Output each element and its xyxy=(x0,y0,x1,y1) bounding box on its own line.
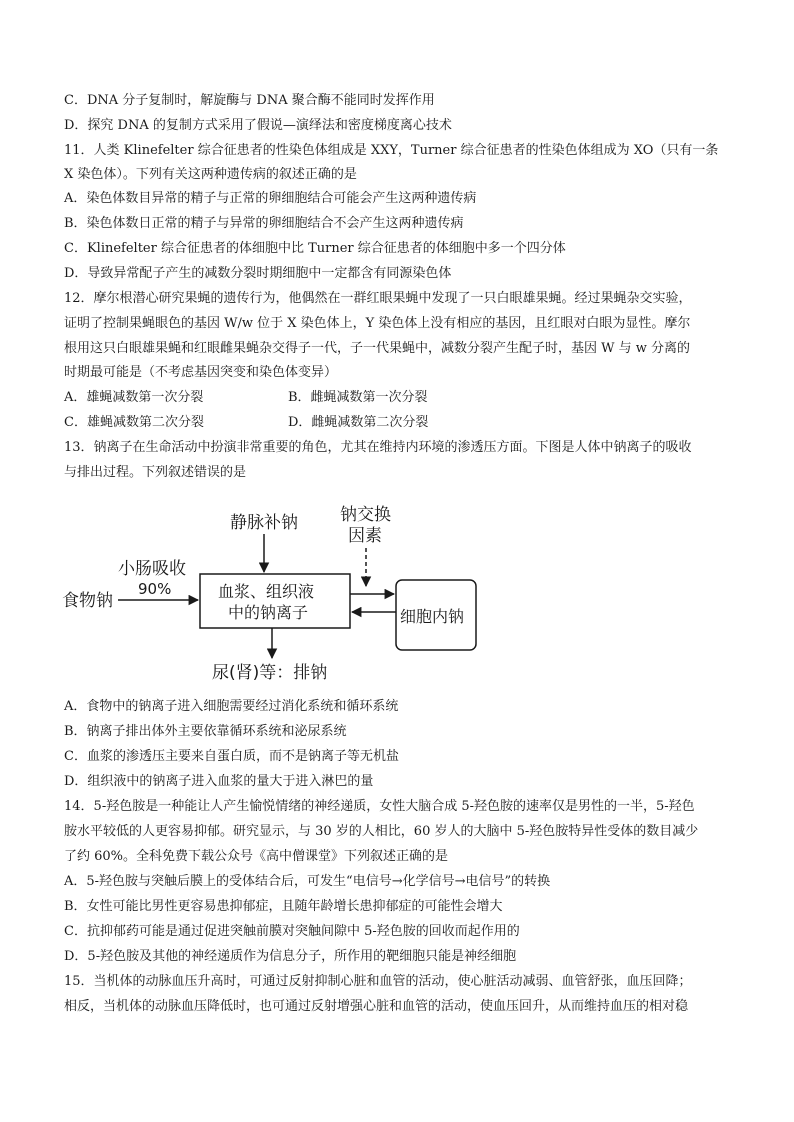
excretion-label: 尿(肾)等：排钠 xyxy=(212,663,328,683)
exchange-factor-label-1: 钠交换 xyxy=(340,505,391,525)
q13-option-c: C．血浆的渗透压主要来自蛋白质，而不是钠离子等无机盐 xyxy=(64,749,399,764)
q11-option-c: C．Klinefelter 综合征患者的体细胞中比 Turner 综合征患者的体细胞中多一个四分体 xyxy=(64,241,566,256)
exchange-factor-label-2: 因素 xyxy=(348,526,382,546)
q12-stem-line4: 时期最可能是（不考虑基因突变和染色体变异） xyxy=(64,365,338,380)
q10-option-c: C．DNA 分子复制时，解旋酶与 DNA 聚合酶不能同时发挥作用 xyxy=(64,93,435,108)
q14-option-c: C．抗抑郁药可能是通过促进突触前膜对突触间隙中 5-羟色胺的回收而起作用的 xyxy=(64,924,520,939)
q13-option-d: D．组织液中的钠离子进入血浆的量大于进入淋巴的量 xyxy=(64,774,374,789)
iv-supply-label: 静脉补钠 xyxy=(230,513,298,533)
q12-option-c: C．雄蝇减数第二次分裂 xyxy=(64,415,204,430)
food-sodium-label: 食物钠 xyxy=(62,591,113,611)
q13-option-a: A．食物中的钠离子进入细胞需要经过消化系统和循环系统 xyxy=(64,699,399,714)
q14-option-a: A．5-羟色胺与突触后膜上的受体结合后，可发生“电信号→化学信号→电信号”的转换 xyxy=(64,874,551,889)
plasma-box-line2: 中的钠离子 xyxy=(228,603,309,622)
intestine-absorb-label: 小肠吸收 xyxy=(118,559,186,579)
q12-stem-line3: 根用这只白眼雄果蝇和红眼雌果蝇杂交得子一代，子一代果蝇中，减数分裂产生配子时，基因 W 与 w 分离的 xyxy=(64,341,691,356)
q12-option-a: A．雄蝇减数第一次分裂 xyxy=(64,390,204,405)
q15-stem-line2: 相反，当机体的动脉血压降低时，也可通过反射增强心脏和血管的活动，使血压回升，从而维持血压的相对稳 xyxy=(64,999,689,1014)
cell-sodium-label: 细胞内钠 xyxy=(400,607,465,626)
q14-option-d: D．5-羟色胺及其他的神经递质作为信息分子，所作用的靶细胞只能是神经细胞 xyxy=(64,949,517,964)
plasma-box-line1: 血浆、组织液 xyxy=(218,582,315,601)
q14-option-b: B．女性可能比男性更容易患抑郁症，且随年龄增长患抑郁症的可能性会增大 xyxy=(64,899,503,914)
q11-stem-line1: 11．人类 Klinefelter 综合征患者的性染色体组成是 XXY，Turner 综合征患者的性染色体组成为 XO（只有一条 xyxy=(64,143,719,158)
q13-option-b: B．钠离子排出体外主要依靠循环系统和泌尿系统 xyxy=(64,724,347,739)
q12-stem-line2: 证明了控制果蝇眼色的基因 W/w 位于 X 染色体上，Y 染色体上没有相应的基因，且红眼对白眼为显性。摩尔 xyxy=(64,316,691,331)
q14-stem-line3: 了约 60%。全科免费下载公众号《高中僧课堂》下列叙述正确的是 xyxy=(64,849,449,864)
q13-stem-line1: 13．钠离子在生命活动中扮演非常重要的角色，尤其在维持内环境的渗透压方面。下图是人体中钠离子的吸收 xyxy=(64,440,692,455)
q12-stem-line1: 12．摩尔根潜心研究果蝇的遗传行为，他偶然在一群红眼果蝇中发现了一只白眼雄果蝇。经过果蝇杂交实验， xyxy=(64,291,692,306)
q11-option-a: A．染色体数目异常的精子与正常的卵细胞结合可能会产生这两种遗传病 xyxy=(64,191,477,206)
sodium-flow-diagram xyxy=(60,498,480,688)
q11-option-d: D．导致异常配子产生的减数分裂时期细胞中一定都含有同源染色体 xyxy=(64,266,452,281)
q12-option-d: D．雌蝇减数第二次分裂 xyxy=(288,415,429,430)
q14-stem-line1: 14．5-羟色胺是一种能让人产生愉悦情绪的神经递质，女性大脑合成 5-羟色胺的速率仅是男性的一半，5-羟色 xyxy=(64,799,695,814)
q15-stem-line1: 15．当机体的动脉血压升高时，可通过反射抑制心脏和血管的活动，使心脏活动减弱、血管舒张，血压回降； xyxy=(64,974,692,989)
q11-option-b: B．染色体数日正常的精子与异常的卵细胞结合不会产生这两种遗传病 xyxy=(64,216,464,231)
q13-stem-line2: 与排出过程。下列叙述错误的是 xyxy=(64,465,247,480)
q14-stem-line2: 胺水平较低的人更容易抑郁。研究显示，与 30 岁的人相比，60 岁人的大脑中 5-羟色胺特异性受体的数目减少 xyxy=(64,824,699,839)
q10-option-d: D．探究 DNA 的复制方式采用了假说—演绎法和密度梯度离心技术 xyxy=(64,118,452,133)
absorb-percent-label: 90% xyxy=(138,580,172,598)
q11-stem-line2: X 染色体）。下列有关这两种遗传病的叙述正确的是 xyxy=(64,167,357,182)
q12-option-b: B．雌蝇减数第一次分裂 xyxy=(288,390,428,405)
